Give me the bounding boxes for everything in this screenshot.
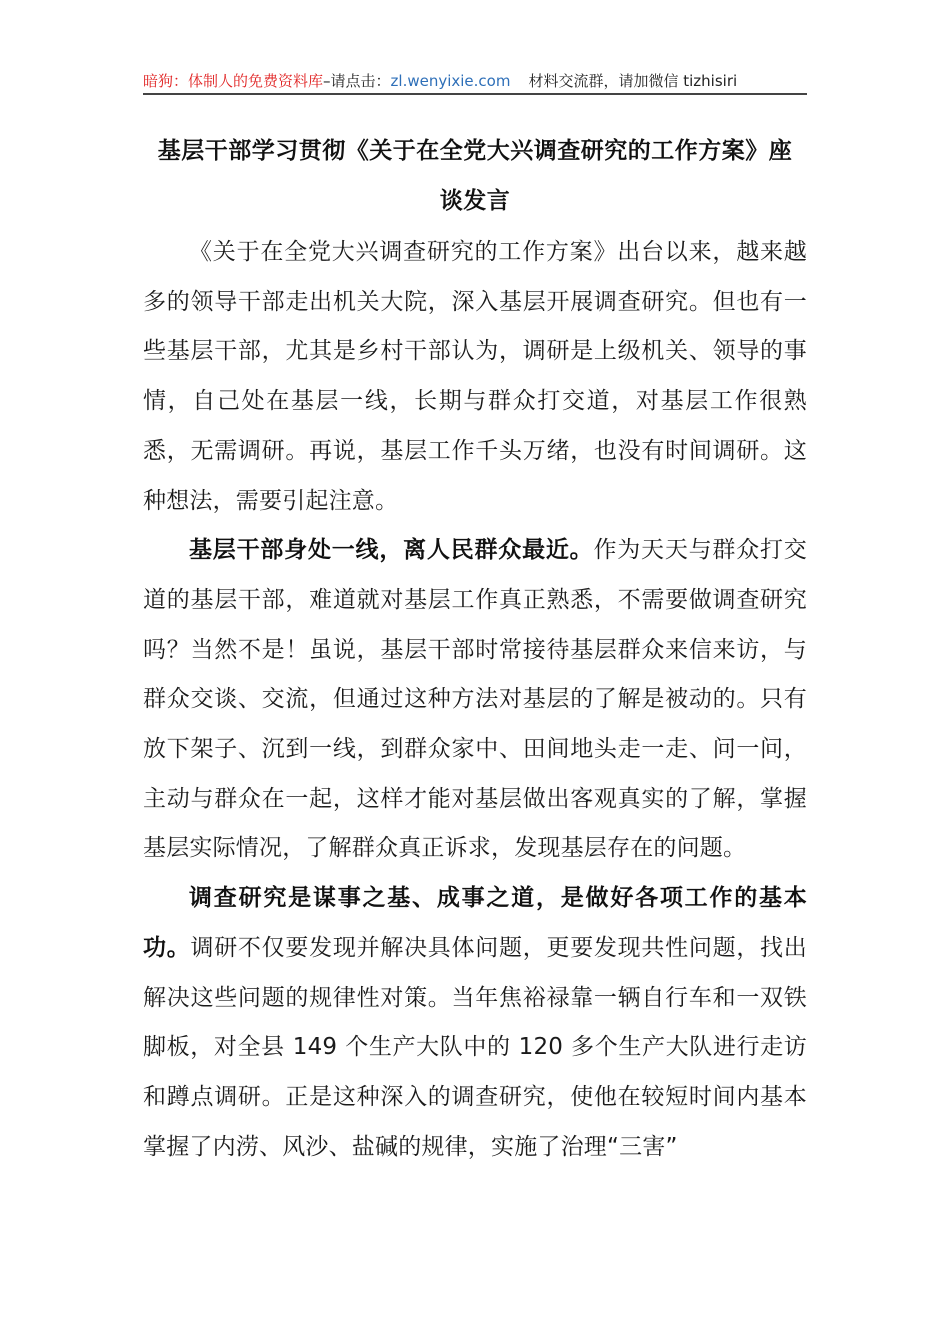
website-link[interactable]: zl.wenyixie.com — [390, 72, 511, 90]
paragraph-text: 《关于在全党大兴调查研究的工作方案》出台以来，越来越多的领导干部走出机关大院，深入基层开展调查研究。但也有一些基层干部，尤其是乡村干部认为，调研是上级机关、领导的事情，自己处在基层一线，长期与群众打交道，对基层工作很熟悉，无需调研。再说，基层工作千头万绪，也没有时间调研。这种想法，需要引起注意。 — [143, 239, 807, 514]
paragraph-2 — [143, 526, 807, 874]
document-title-line1: 基层干部学习贯彻《关于在全党大兴调查研究的工作方案》座 — [157, 138, 793, 164]
header-divider — [143, 93, 807, 95]
paragraph-3 — [143, 874, 807, 1172]
document-title-line2: 谈发言 — [439, 188, 511, 214]
click-prompt: –请点击： — [323, 72, 391, 90]
paragraph-text: 作为天天与群众打交道的基层干部，难道就对基层工作真正熟悉，不需要做调查研究吗？当然不是！虽说，基层干部时常接待基层群众来信来访，与群众交谈、交流，但通过这种方法对基层的了解是被动的。只有放下架子、沉到一线，到群众家中、田间地头走一走、问一问，主动与群众在一起，这样才能对基层做出客观真实的了解，掌握基层实际情况，了解群众真正诉求，发现基层存在的问题。 — [143, 537, 807, 862]
paragraph-text: 调研不仅要发现并解决具体问题，更要发现共性问题，找出解决这些问题的规律性对策。当年焦裕禄靠一辆自行车和一双铁脚板，对全县 149 个生产大队中的 120 多个生产大队进行走访和蹲点调研。正是这种深入的调查研究，使他在较短时间内基本掌握了内涝、风沙、盐碱的规律，实施了治理“三害” — [143, 934, 807, 1160]
page-header — [143, 70, 805, 92]
wechat-note: 材料交流群，请加微信 tizhisiri — [528, 72, 738, 90]
brand-text: 暗狗：体制人的免费资料库 — [143, 72, 324, 90]
paragraph-lead: 调查研究是谋事之基、成事之道，是做好各项工作的基本功。 — [143, 885, 807, 961]
paragraph-lead: 基层干部身处一线，离人民群众最近。 — [189, 537, 594, 564]
document-body — [143, 228, 807, 1172]
paragraph-1 — [143, 228, 807, 526]
